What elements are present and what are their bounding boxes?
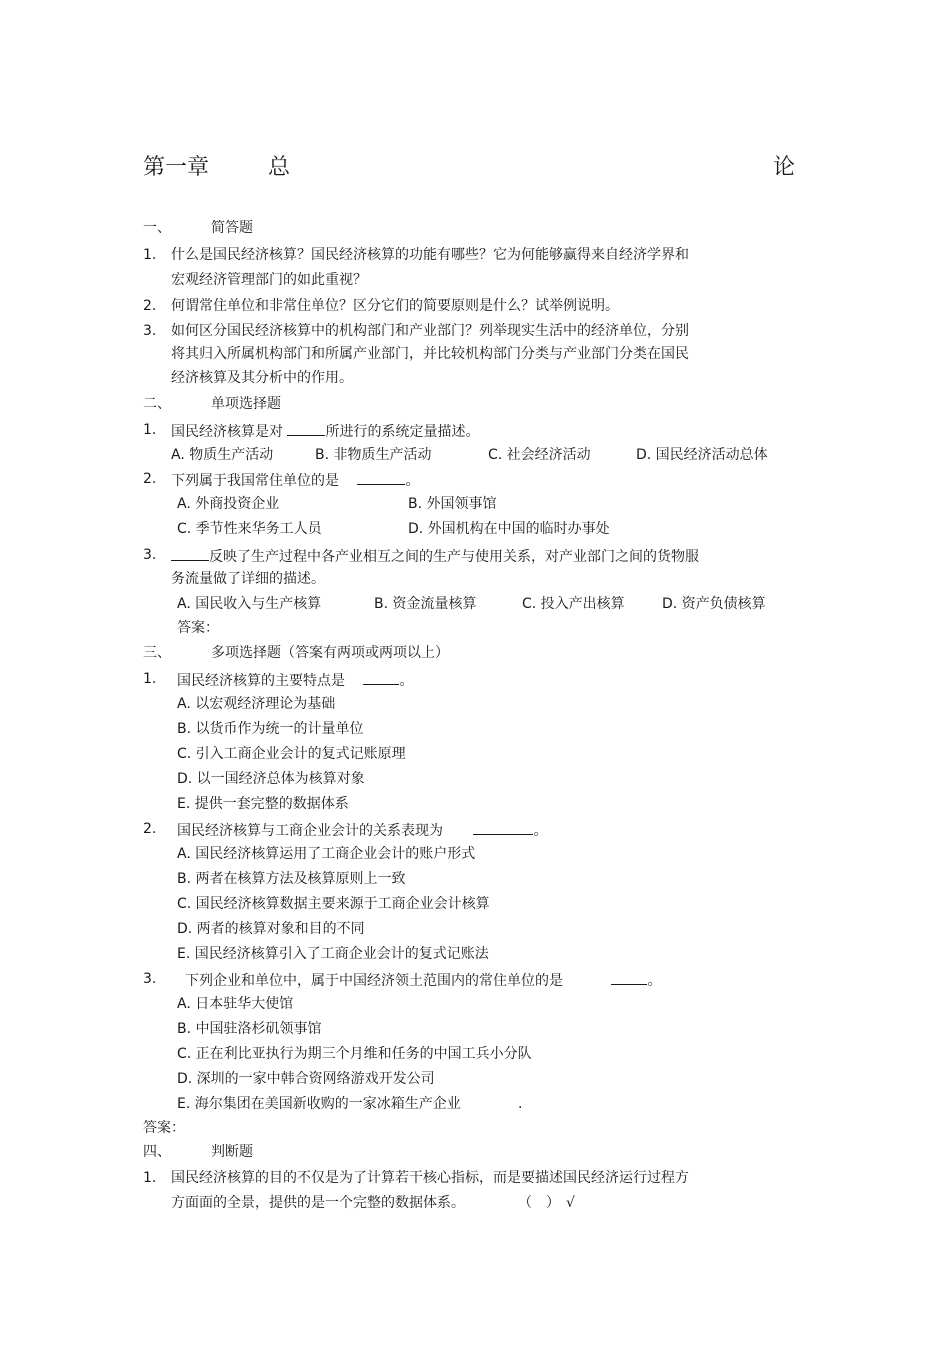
s2-answer-label: 答案： (177, 620, 219, 636)
s2-q2-option-b: B. 外国领事馆 (408, 496, 497, 512)
s2-q3-stem-line-2: 务流量做了详细的描述。 (171, 571, 325, 587)
s3-q3-trailing-period: . (518, 1096, 523, 1112)
s2-q3-number: 3. (143, 547, 157, 563)
s2-q1-option-c: C. 社会经济活动 (488, 447, 591, 463)
s3-q2-stem-post: 。 (533, 823, 548, 839)
s3-q3-stem-post: 。 (647, 973, 662, 989)
s2-q3-option-b: B. 资金流量核算 (374, 596, 477, 612)
s1-q3-number: 3. (143, 323, 157, 339)
s3-q2-option-a: A. 国民经济核算运用了工商企业会计的账户形式 (177, 846, 476, 862)
s3-q3-option-b: B. 中国驻洛杉矶领事馆 (177, 1021, 322, 1037)
s2-q2-option-c: C. 季节性来华务工人员 (177, 521, 322, 537)
s2-q1-stem-post: 所进行的系统定量描述。 (325, 424, 480, 440)
section-4-number: 四、 (143, 1144, 171, 1160)
s2-q2-option-a: A. 外商投资企业 (177, 496, 280, 512)
s2-q1-number: 1. (143, 422, 157, 438)
answer-blank[interactable] (357, 470, 405, 485)
s1-q3-line-2: 将其归入所属机构部门和所属产业部门，并比较机构部门分类与产业部门分类在国民 (171, 346, 689, 362)
s3-q3-stem (185, 970, 661, 990)
s3-q3-option-d: D. 深圳的一家中韩合资网络游戏开发公司 (177, 1071, 435, 1087)
s2-q2-stem-pre: 下列属于我国常住单位的是 (171, 473, 339, 489)
section-3-heading: 多项选择题（答案有两项或两项以上） (211, 645, 449, 661)
s3-q1-stem-post: 。 (399, 673, 414, 689)
s1-q3-line-3: 经济核算及其分析中的作用。 (171, 370, 353, 386)
s3-q3-option-a: A. 日本驻华大使馆 (177, 996, 294, 1012)
s1-q1-line-2: 宏观经济管理部门的如此重视？ (171, 272, 367, 288)
s3-q1-number: 1. (143, 671, 157, 687)
s2-q2-stem-post: 。 (405, 473, 420, 489)
s2-q1-stem (171, 421, 479, 441)
section-3-number: 三、 (143, 645, 171, 661)
s3-q2-number: 2. (143, 821, 157, 837)
section-4-heading: 判断题 (211, 1144, 253, 1160)
s3-q3-option-e: E. 海尔集团在美国新收购的一家冰箱生产企业 (177, 1096, 461, 1112)
s3-q1-option-d: D. 以一国经济总体为核算对象 (177, 771, 365, 787)
s3-q2-stem (177, 820, 547, 840)
s2-q3-option-d: D. 资产负债核算 (662, 596, 766, 612)
s3-q1-option-e: E. 提供一套完整的数据体系 (177, 796, 349, 812)
section-2-number: 二、 (143, 396, 171, 412)
s1-q1-line-1: 什么是国民经济核算？国民经济核算的功能有哪些？它为何能够赢得来自经济学界和 (171, 247, 689, 263)
s3-q1-option-b: B. 以货币作为统一的计量单位 (177, 721, 364, 737)
s3-q3-number: 3. (143, 971, 157, 987)
s2-q3-option-c: C. 投入产出核算 (522, 596, 625, 612)
answer-blank[interactable] (287, 421, 325, 436)
s4-q1-line-1: 国民经济核算的目的不仅是为了计算若干核心指标，而是要描述国民经济运行过程方 (171, 1170, 689, 1186)
s3-q1-option-a: A. 以宏观经济理论为基础 (177, 696, 336, 712)
check-mark: √ (566, 1195, 575, 1211)
s4-q1-number: 1. (143, 1170, 157, 1186)
s2-q2-stem (171, 470, 419, 490)
answer-blank[interactable] (363, 670, 399, 685)
s3-q1-option-c: C. 引入工商企业会计的复式记账原理 (177, 746, 406, 762)
section-1-heading: 简答题 (211, 220, 253, 236)
s3-q1-stem-pre: 国民经济核算的主要特点是 (177, 673, 345, 689)
title-word-1: 总 (268, 155, 291, 180)
s2-q1-option-b: B. 非物质生产活动 (315, 447, 432, 463)
s3-q2-stem-pre: 国民经济核算与工商企业会计的关系表现为 (177, 823, 443, 839)
answer-blank[interactable] (611, 970, 647, 985)
s2-q3-option-a: A. 国民收入与生产核算 (177, 596, 322, 612)
s3-answer-label: 答案： (143, 1120, 185, 1136)
s1-q3-line-1: 如何区分国民经济核算中的机构部门和产业部门？列举现实生活中的经济单位，分别 (171, 323, 689, 339)
s1-q1-number: 1. (143, 247, 157, 263)
s2-q2-number: 2. (143, 471, 157, 487)
s3-q2-option-b: B. 两者在核算方法及核算原则上一致 (177, 871, 406, 887)
s3-q2-option-c: C. 国民经济核算数据主要来源于工商企业会计核算 (177, 896, 490, 912)
title-word-2: 论 (773, 155, 796, 180)
section-1-number: 一、 (143, 220, 171, 236)
chapter-label: 第一章 (143, 155, 210, 180)
s1-q2-number: 2. (143, 298, 157, 314)
s2-q2-option-d: D. 外国机构在中国的临时办事处 (408, 521, 610, 537)
s4-q1-line-2: 方面面的全景，提供的是一个完整的数据体系。 (171, 1195, 465, 1211)
s3-q2-option-d: D. 两者的核算对象和目的不同 (177, 921, 365, 937)
answer-blank[interactable] (473, 820, 533, 835)
s3-q1-stem (177, 670, 413, 690)
s2-q1-stem-pre: 国民经济核算是对 (171, 424, 283, 440)
section-2-heading: 单项选择题 (211, 396, 281, 412)
s2-q3-stem-line-1 (171, 546, 699, 566)
s3-q3-stem-pre: 下列企业和单位中，属于中国经济领土范围内的常住单位的是 (185, 973, 563, 989)
s2-q1-option-a: A. 物质生产活动 (171, 447, 274, 463)
s2-q1-option-d: D. 国民经济活动总体 (636, 447, 768, 463)
answer-blank[interactable] (171, 546, 209, 561)
s1-q2-line-1: 何谓常住单位和非常住单位？区分它们的简要原则是什么？试举例说明。 (171, 298, 619, 314)
s3-q3-option-c: C. 正在利比亚执行为期三个月维和任务的中国工兵小分队 (177, 1046, 532, 1062)
s3-q2-option-e: E. 国民经济核算引入了工商企业会计的复式记账法 (177, 946, 489, 962)
s4-q1-parentheses[interactable]: （ ） (518, 1195, 560, 1211)
s2-q3-stem-text-1: 反映了生产过程中各产业相互之间的生产与使用关系，对产业部门之间的货物服 (209, 549, 699, 565)
